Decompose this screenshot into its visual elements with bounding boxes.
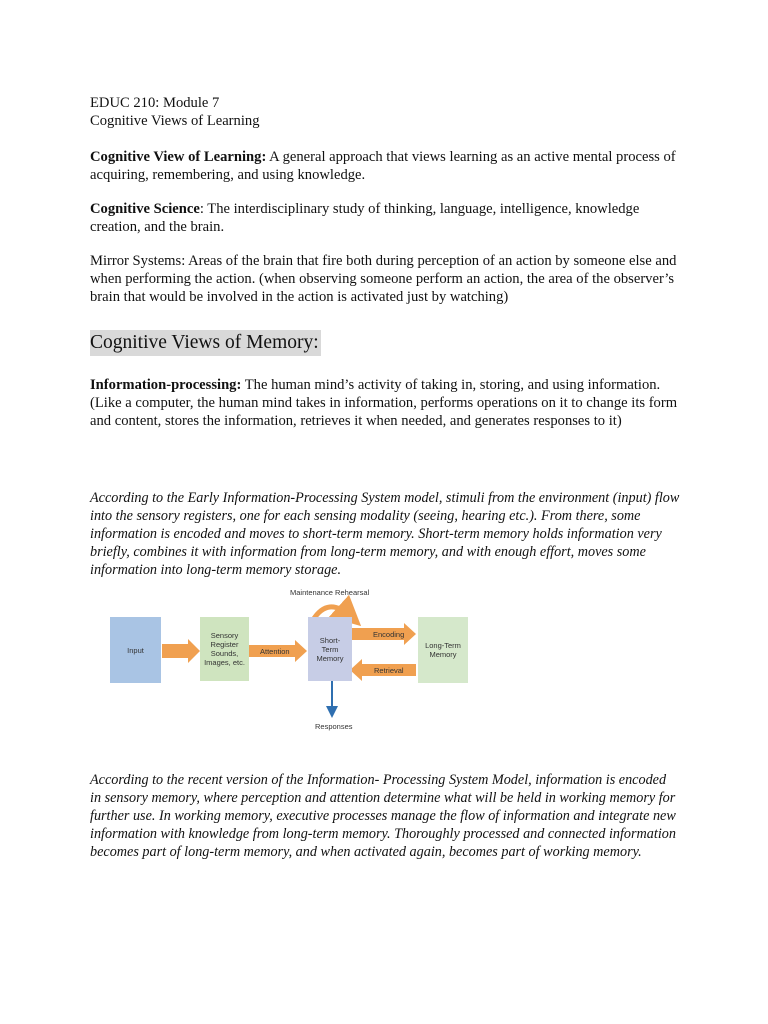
information-processing-diagram [110, 586, 475, 736]
module-subtitle: Cognitive Views of Learning [90, 113, 260, 129]
term-information-processing: Information-processing: [90, 377, 242, 393]
encoding-label: Encoding [373, 630, 405, 639]
sensory-line-1: Sensory [210, 631, 239, 640]
definition-information-processing [90, 376, 680, 430]
input-box [110, 617, 161, 683]
maintenance-rehearsal-label: Maintenance Rehearsal [290, 588, 370, 597]
memory-section-heading: Cognitive Views of Memory: [90, 330, 321, 356]
definition-cognitive-science [90, 200, 680, 236]
definition-cognitive-view [90, 148, 680, 184]
attention-label: Attention [260, 647, 290, 656]
sensory-line-3: Sounds, [210, 649, 239, 658]
term-cognitive-science: Cognitive Science [90, 201, 200, 217]
input-label: Input [127, 645, 144, 655]
short-term-memory-box [308, 617, 352, 681]
definition-text: A general approach that views learning as an active mental process of acquiring, remembering, and using knowledge. [90, 149, 676, 183]
early-model-paragraph: According to the Early Information-Processing System model, stimuli from the environment (input) flow into the sensory registers, one for each sensing modality (seeing, hearing etc.). From there, some information is encoded and moves to short-term memory. Short-term memory holds information very briefly, combines it with information from long-term memory, and with enough effort, moves some information into long-term memory storage. [90, 490, 680, 579]
definition-text: : Areas of the brain that fire both during perception of an action by someone else and when performing the action. (when observing someone perform an action, the area of the observer’s brain that would be involved in the action is activated just by watching) [90, 253, 677, 305]
document-page [90, 94, 680, 446]
responses-label: Responses [315, 722, 353, 731]
long-term-memory-box [418, 617, 468, 683]
definition-text: The human mind’s activity of taking in, storing, and using information. (Like a computer, the human mind takes in information, performs operations on it to change its form and content, stores the information, retrieves it when needed, and generates responses to it) [90, 377, 678, 429]
definition-text: : The interdisciplinary study of thinking, language, intelligence, knowledge creation, and the brain. [90, 201, 640, 235]
course-title: EDUC 210: Module 7 [90, 95, 220, 111]
sensory-register-box [200, 617, 249, 681]
stm-line-2: Term [321, 644, 339, 654]
term-mirror-systems: Mirror Systems [90, 253, 182, 269]
retrieval-label: Retrieval [374, 666, 404, 675]
stm-line-3: Memory [316, 653, 344, 663]
definition-mirror-systems [90, 252, 680, 306]
ltm-line-1: Long-Term [425, 641, 461, 650]
recent-model-paragraph: According to the recent version of the Information- Processing System Model, information is encoded in sensory memory, where perception and attention determine what will be held in working memory for further use. In working memory, executive processes manage the flow of information and integrate new information with knowledge from long-term memory. Thoroughly processed and connected information becomes part of long-term memory, and when activated again, becomes part of working memory. [90, 772, 676, 861]
ltm-line-2: Memory [429, 650, 457, 659]
arrow-input-to-sensory [162, 639, 200, 663]
term-cognitive-view: Cognitive View of Learning: [90, 149, 267, 165]
sensory-line-2: Register [210, 640, 239, 649]
stm-line-1: Short- [319, 635, 341, 645]
sensory-line-4: Images, etc. [204, 658, 245, 667]
